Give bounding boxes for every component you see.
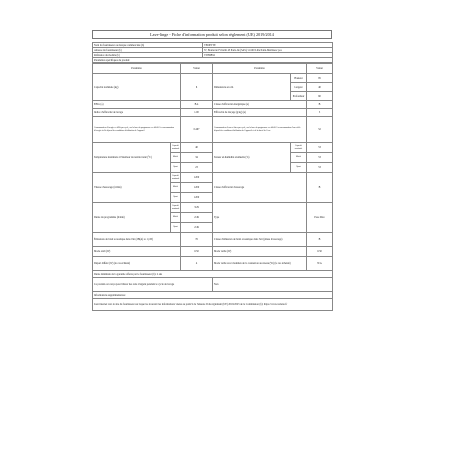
table-row <box>93 109 333 117</box>
supplier-value: VEDETTE <box>203 43 333 48</box>
moisture-label: Teneur en humidité résiduelle (%) <box>213 143 291 173</box>
spin-speed-label: Vitesse d'essorage (tr/min) <box>93 173 171 203</box>
table-row <box>93 173 333 183</box>
energy-class-label: Classe d'efficacité énergétique (a) <box>213 101 307 109</box>
load-name: Capacité nominale <box>171 143 181 153</box>
eei-label: EEIw (a) <box>93 101 181 109</box>
off-mode-label: Mode arrêt (W) <box>93 247 181 257</box>
noise-class-value: B <box>307 233 333 247</box>
table-row <box>93 143 333 153</box>
model-label: Référence du modèle (b) <box>93 53 203 58</box>
table-row <box>93 101 333 109</box>
table-row <box>93 257 333 271</box>
table-row <box>93 117 333 143</box>
eei-value: B.4 <box>181 101 213 109</box>
address-label: Adresse du fournisseur (b) <box>93 48 203 53</box>
washing-index-label: Indice d'efficacité de lavage <box>93 109 181 117</box>
temperature-value: 23 <box>181 163 213 173</box>
sheet-title: Lave-linge - Fiche d'information produit selon règlement (UE) 2019/2014 <box>92 30 332 39</box>
table-row <box>93 58 333 63</box>
standby-label: Mode veille (W) <box>213 247 307 257</box>
duration-label: Durée du programme (h:min) <box>93 203 171 233</box>
info-text: Lien internet vers le site du fournisseur sur lequel se trouvent les informations visées au point 9 de l'annexe II du règlement (UE) 2019/2023 de la Commission (b): https://www.vedette.fr <box>93 299 333 311</box>
dimension-value: 60 <box>307 92 333 101</box>
spin-speed-value: 1200 <box>181 183 213 193</box>
spin-class-label: Classe d'efficacité d'essorage <box>213 173 307 203</box>
dimensions-label: Dimensions en cm <box>213 74 291 101</box>
type-label: Type <box>213 203 307 233</box>
standby-value: 0.50 <box>307 247 333 257</box>
networked-standby-label: Mode veille avec maintien de la connexion au réseau (W) (le cas échéant) <box>213 257 307 271</box>
parameters-table <box>92 63 333 311</box>
load-name: Quart <box>171 223 181 233</box>
warranty-text: Durée minimale de la garantie offerte par le fournisseur (b): 2 ans <box>93 271 333 278</box>
table-row <box>93 299 333 311</box>
table-row <box>93 233 333 247</box>
table-row <box>93 292 333 299</box>
energy-consumption-value: 0.497 <box>181 117 213 143</box>
load-name: Moitié <box>171 183 181 193</box>
capacity-label: Capacité nominale (kg) <box>93 74 181 101</box>
model-value: VTH6B52 <box>203 53 333 58</box>
dimension-name: Profondeur <box>291 92 307 101</box>
networked-standby-value: N/A <box>307 257 333 271</box>
load-name: Capacité nominale <box>171 173 181 183</box>
moisture-value: 53 <box>307 153 333 163</box>
silver-ions-label: Ce produit est conçu pour libérer des ions d'argent pendant le cycle de lavage <box>93 278 213 292</box>
dimension-value: 85 <box>307 74 333 83</box>
load-name: Capacité nominale <box>171 203 181 213</box>
spin-class-value: B <box>307 173 333 203</box>
temperature-label: Température maximale à l'intérieur du textile traité (°C) <box>93 143 171 173</box>
dimension-name: Largeur <box>291 83 307 92</box>
rinsing-value: 5 <box>307 109 333 117</box>
info-heading: Informations supplémentaires: <box>93 292 333 299</box>
load-name: Quart <box>171 163 181 173</box>
delay-start-label: Départ différé (W) (le cas échéant) <box>93 257 181 271</box>
energy-class-value: B <box>307 101 333 109</box>
duration-value: 2:49 <box>181 223 213 233</box>
noise-value: 76 <box>181 233 213 247</box>
load-name: Quart <box>291 163 307 173</box>
spin-speed-value: 1200 <box>181 173 213 183</box>
rinsing-label: Efficacité de rinçage (g/kg) (a) <box>213 109 307 117</box>
supplier-table <box>92 42 333 63</box>
capacity-value: 6 <box>181 74 213 101</box>
washing-index-value: 1.00 <box>181 109 213 117</box>
duration-value: 2:49 <box>181 213 213 223</box>
type-value: Pose libre <box>307 203 333 233</box>
col-header-param-2: Paramètre <box>213 64 307 74</box>
off-mode-value: 0.50 <box>181 247 213 257</box>
load-name: Moitié <box>171 213 181 223</box>
dimension-value: 40 <box>307 83 333 92</box>
temperature-value: 40 <box>181 143 213 153</box>
table-row <box>93 271 333 278</box>
water-consumption-value: 52 <box>307 117 333 143</box>
duration-value: 3:29 <box>181 203 213 213</box>
noise-label: Émissions de bruit acoustique dans l'air (dB(A) re 1 pW) <box>93 233 181 247</box>
table-row <box>93 64 333 74</box>
dimension-name: Hauteur <box>291 74 307 83</box>
energy-consumption-label: Consommation d'énergie en kWh par cycle, sur la base du programme eco 40-60. La consommation d'énergie réelle dépend des conditions d'utilisation de l'appareil <box>93 117 181 143</box>
col-header-value: Valeur <box>181 64 213 74</box>
load-name: Quart <box>171 193 181 203</box>
load-name: Moitié <box>291 153 307 163</box>
temperature-value: 34 <box>181 153 213 163</box>
address-value: 37, Boulevard Vivaldi 43 Paris-Ile (SAS)/ 41100 Lille/Saint-Mérinnes/ pos <box>203 48 333 53</box>
load-name: Moitié <box>171 153 181 163</box>
noise-class-label: Classe d'émission de bruit acoustique dans l'air (phase d'essorage) <box>213 233 307 247</box>
silver-ions-value: Non <box>213 278 333 292</box>
col-header-param: Paramètre <box>93 64 181 74</box>
water-consumption-label: Consommation d'eau en litres par cycle, sur la base du programme eco 40-60. La consommation d'eau réelle dépend des conditions d'utilisation de l'appareil et de la dureté de l'eau <box>213 117 307 143</box>
section-heading: Paramètres spécifiques du produit: <box>93 58 333 63</box>
moisture-value: 53 <box>307 163 333 173</box>
table-row <box>93 247 333 257</box>
table-row <box>93 74 333 83</box>
product-information-sheet <box>92 30 332 322</box>
supplier-label: Nom du fournisseur ou marque commerciale (b) <box>93 43 203 48</box>
moisture-value: 53 <box>307 143 333 153</box>
table-row <box>93 278 333 292</box>
spin-speed-value: 1200 <box>181 193 213 203</box>
load-name: Capacité nominale <box>291 143 307 153</box>
col-header-value-2: Valeur <box>307 64 333 74</box>
table-row <box>93 203 333 213</box>
delay-start-value: 4 <box>181 257 213 271</box>
